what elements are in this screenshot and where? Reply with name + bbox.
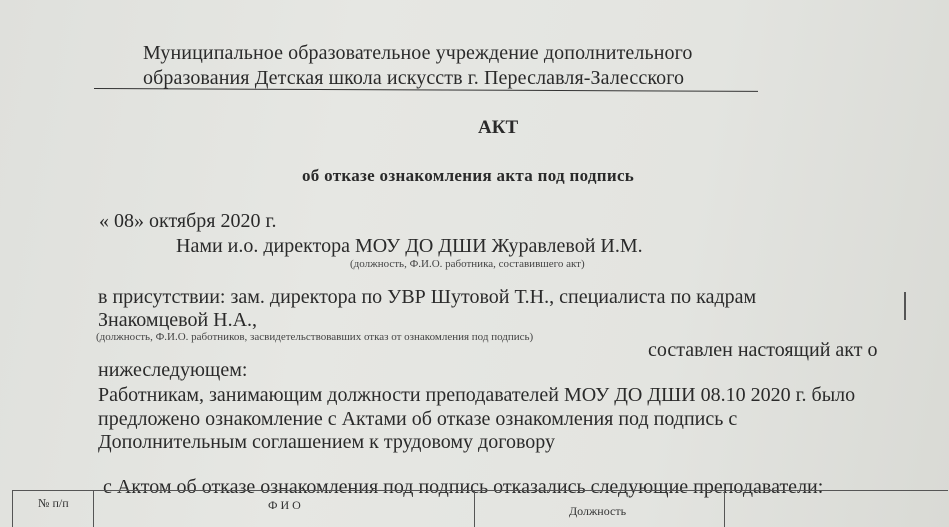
witnesses-line-1: в присутствии: зам. директора по УВР Шутовой Т.Н., специалиста по кадрам [98,286,757,308]
organization-name-line-2: образования Детская школа искусств г. Переславля-Залесского [143,67,685,89]
margin-mark [904,292,906,320]
refusal-statement: с Актом об отказе ознакомления под подпись отказались следующие преподаватели: [103,476,824,498]
witnesses-line-2: Знакомцевой Н.А., [98,309,258,331]
body-text-line-1: Работникам, занимающим должности преподавателей МОУ ДО ДШИ 08.10 2020 г. было [98,384,856,406]
witnesses-caption: (должность, Ф.И.О. работников, засвидетельствовавших отказ от ознакомления под подпись) [96,331,534,343]
table-border-left [12,491,13,527]
teachers-table [12,490,948,527]
body-text-line-2: предложено ознакомление с Актами об отказе ознакомления под подпись с [98,408,738,430]
table-column-divider [474,491,475,527]
composed-statement: составлен настоящий акт о [648,339,878,361]
table-column-divider [93,491,94,527]
document-subtitle: об отказе ознакомления акта под подпись [302,166,635,185]
organization-name-line-1: Муниципальное образовательное учреждение дополнительного [143,42,693,64]
table-column-divider [724,491,725,527]
composer-caption: (должность, Ф.И.О. работника, составившего акт) [350,258,585,270]
body-text-line-3: Дополнительным соглашением к трудовому договору [98,431,555,453]
table-header-name: Ф И О [268,498,301,512]
composer-line: Нами и.о. директора МОУ ДО ДШИ Журавлевой И.М. [176,235,643,257]
following-label: нижеследующем: [98,359,248,381]
table-header-number: № п/п [38,496,69,510]
document-title: АКТ [478,117,519,138]
table-header-position: Должность [569,504,627,518]
document-date: « 08» октября 2020 г. [99,210,277,232]
